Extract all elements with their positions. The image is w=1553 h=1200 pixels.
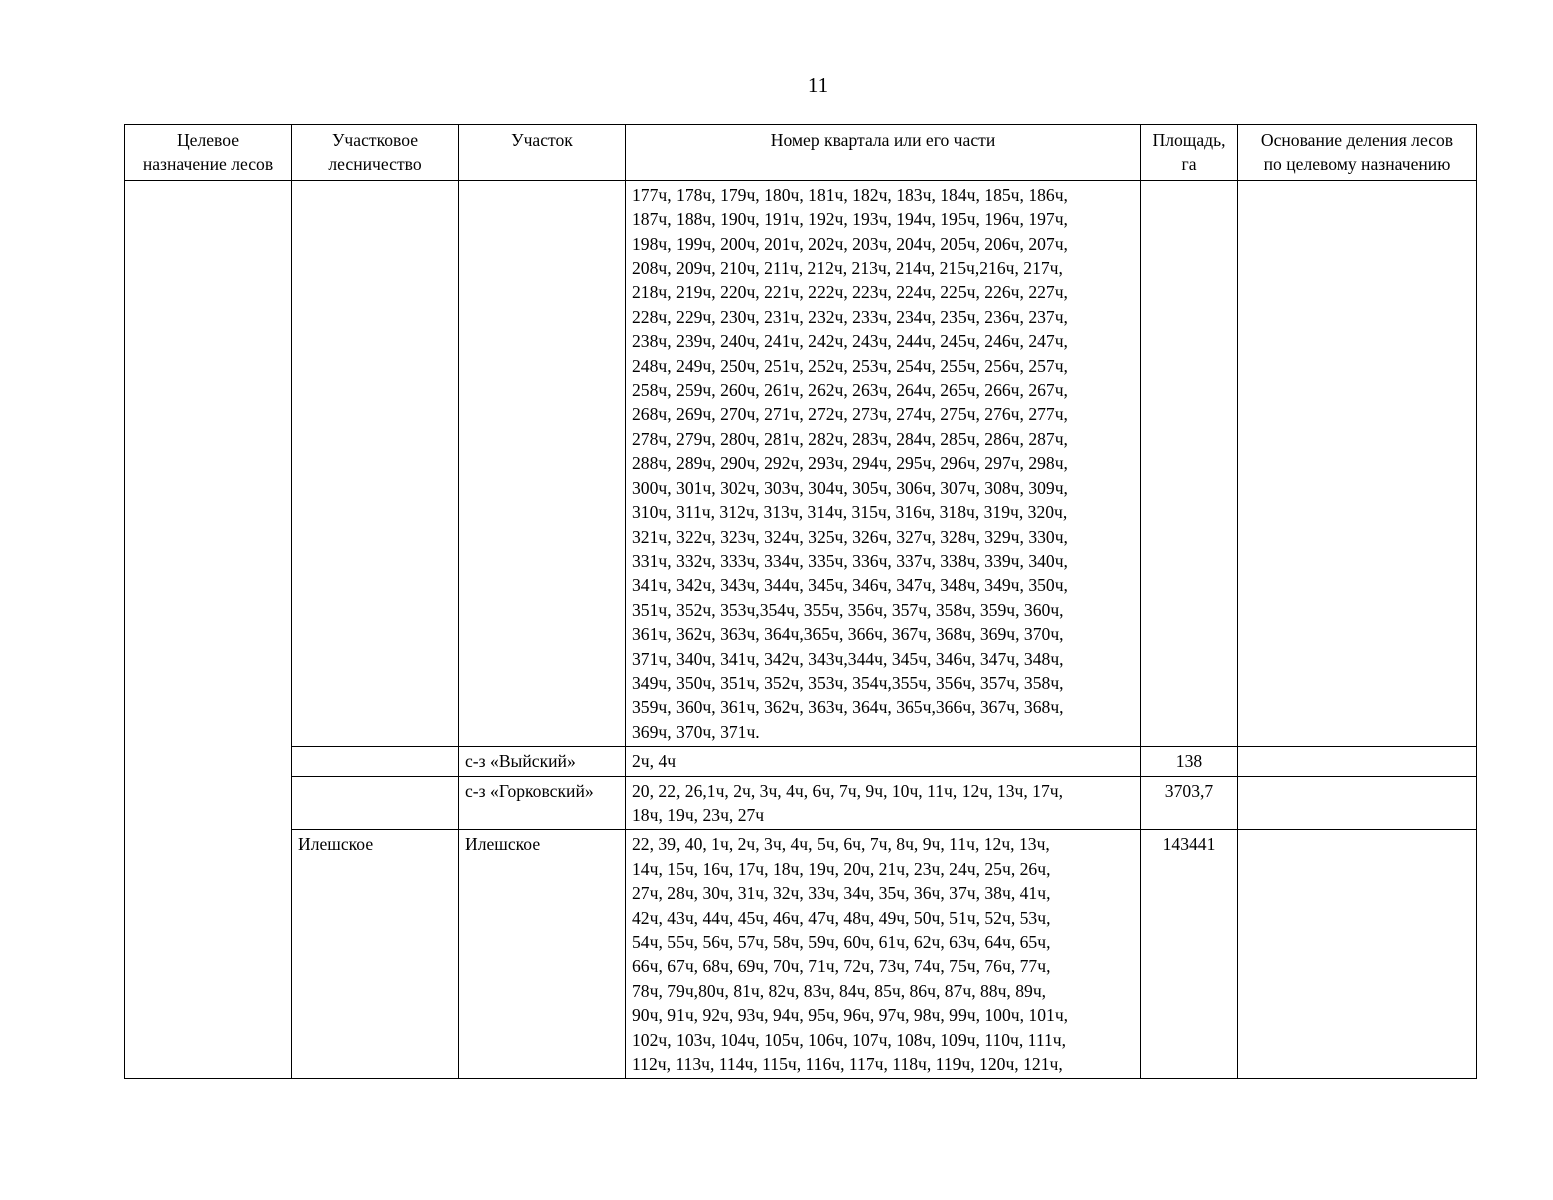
forest-purpose-table (124, 124, 1477, 1079)
cell-plot: Илешское (459, 830, 626, 1079)
cell-quarters: 22, 39, 40, 1ч, 2ч, 3ч, 4ч, 5ч, 6ч, 7ч, 8ч, 9ч, 11ч, 12ч, 13ч, 14ч, 15ч, 16ч, 17ч, 18ч, 19ч, 20ч, 21ч, 23ч, 24ч, 25ч, 26ч, 27ч, 28ч, 30ч, 31ч, 32ч, 33ч, 34ч, 35ч, 36ч, 37ч, 38ч, 41ч, 42ч, 43ч, 44ч, 45ч, 46ч, 47ч, 48ч, 49ч, 50ч, 51ч, 52ч, 53ч, 54ч, 55ч, 56ч, 57ч, 58ч, 59ч, 60ч, 61ч, 62ч, 63ч, 64ч, 65ч, 66ч, 67ч, 68ч, 69ч, 70ч, 71ч, 72ч, 73ч, 74ч, 75ч, 76ч, 77ч, 78ч, 79ч,80ч, 81ч, 82ч, 83ч, 84ч, 85ч, 86ч, 87ч, 88ч, 89ч, 90ч, 91ч, 92ч, 93ч, 94ч, 95ч, 96ч, 97ч, 98ч, 99ч, 100ч, 101ч, 102ч, 103ч, 104ч, 105ч, 106ч, 107ч, 108ч, 109ч, 110ч, 111ч, 112ч, 113ч, 114ч, 115ч, 116ч, 117ч, 118ч, 119ч, 120ч, 121ч, (626, 830, 1141, 1079)
table-row (125, 747, 1477, 776)
cell-quarters: 177ч, 178ч, 179ч, 180ч, 181ч, 182ч, 183ч, 184ч, 185ч, 186ч, 187ч, 188ч, 190ч, 191ч, 192ч, 193ч, 194ч, 195ч, 196ч, 197ч, 198ч, 199ч, 200ч, 201ч, 202ч, 203ч, 204ч, 205ч, 206ч, 207ч, 208ч, 209ч, 210ч, 211ч, 212ч, 213ч, 214ч, 215ч,216ч, 217ч, 218ч, 219ч, 220ч, 221ч, 222ч, 223ч, 224ч, 225ч, 226ч, 227ч, 228ч, 229ч, 230ч, 231ч, 232ч, 233ч, 234ч, 235ч, 236ч, 237ч, 238ч, 239ч, 240ч, 241ч, 242ч, 243ч, 244ч, 245ч, 246ч, 247ч, 248ч, 249ч, 250ч, 251ч, 252ч, 253ч, 254ч, 255ч, 256ч, 257ч, 258ч, 259ч, 260ч, 261ч, 262ч, 263ч, 264ч, 265ч, 266ч, 267ч, 268ч, 269ч, 270ч, 271ч, 272ч, 273ч, 274ч, 275ч, 276ч, 277ч, 278ч, 279ч, 280ч, 281ч, 282ч, 283ч, 284ч, 285ч, 286ч, 287ч, 288ч, 289ч, 290ч, 292ч, 293ч, 294ч, 295ч, 296ч, 297ч, 298ч, 300ч, 301ч, 302ч, 303ч, 304ч, 305ч, 306ч, 307ч, 308ч, 309ч, 310ч, 311ч, 312ч, 313ч, 314ч, 315ч, 316ч, 318ч, 319ч, 320ч, 321ч, 322ч, 323ч, 324ч, 325ч, 326ч, 327ч, 328ч, 329ч, 330ч, 331ч, 332ч, 333ч, 334ч, 335ч, 336ч, 337ч, 338ч, 339ч, 340ч, 341ч, 342ч, 343ч, 344ч, 345ч, 346ч, 347ч, 348ч, 349ч, 350ч, 351ч, 352ч, 353ч,354ч, 355ч, 356ч, 357ч, 358ч, 359ч, 360ч, 361ч, 362ч, 363ч, 364ч,365ч, 366ч, 367ч, 368ч, 369ч, 370ч, 371ч, 340ч, 341ч, 342ч, 343ч,344ч, 345ч, 346ч, 347ч, 348ч, 349ч, 350ч, 351ч, 352ч, 353ч, 354ч,355ч, 356ч, 357ч, 358ч, 359ч, 360ч, 361ч, 362ч, 363ч, 364ч, 365ч,366ч, 367ч, 368ч, 369ч, 370ч, 371ч. (626, 180, 1141, 746)
cell-forestry (292, 747, 459, 776)
header-quarters: Номер квартала или его части (626, 125, 1141, 181)
header-purpose: Целевое назначение лесов (125, 125, 292, 181)
cell-basis (1238, 830, 1477, 1079)
cell-forestry (292, 180, 459, 746)
table-row (125, 830, 1477, 1079)
cell-plot (459, 180, 626, 746)
cell-plot: с-з «Выйский» (459, 747, 626, 776)
page-number: 11 (807, 73, 829, 97)
cell-basis (1238, 747, 1477, 776)
cell-basis (1238, 180, 1477, 746)
cell-area (1141, 180, 1238, 746)
cell-quarters: 20, 22, 26,1ч, 2ч, 3ч, 4ч, 6ч, 7ч, 9ч, 10ч, 11ч, 12ч, 13ч, 17ч, 18ч, 19ч, 23ч, 27ч (626, 776, 1141, 830)
header-area: Площадь, га (1141, 125, 1238, 181)
header-plot: Участок (459, 125, 626, 181)
cell-quarters: 2ч, 4ч (626, 747, 1141, 776)
header-basis: Основание деления лесов по целевому назначению (1238, 125, 1477, 181)
table-row (125, 776, 1477, 830)
cell-plot: с-з «Горковский» (459, 776, 626, 830)
cell-forestry: Илешское (292, 830, 459, 1079)
table-header-row (125, 125, 1477, 181)
cell-area: 138 (1141, 747, 1238, 776)
cell-forestry (292, 776, 459, 830)
cell-purpose (125, 180, 292, 1079)
cell-area: 3703,7 (1141, 776, 1238, 830)
header-forestry: Участковое лесничество (292, 125, 459, 181)
cell-basis (1238, 776, 1477, 830)
cell-area: 143441 (1141, 830, 1238, 1079)
table-row (125, 180, 1477, 746)
